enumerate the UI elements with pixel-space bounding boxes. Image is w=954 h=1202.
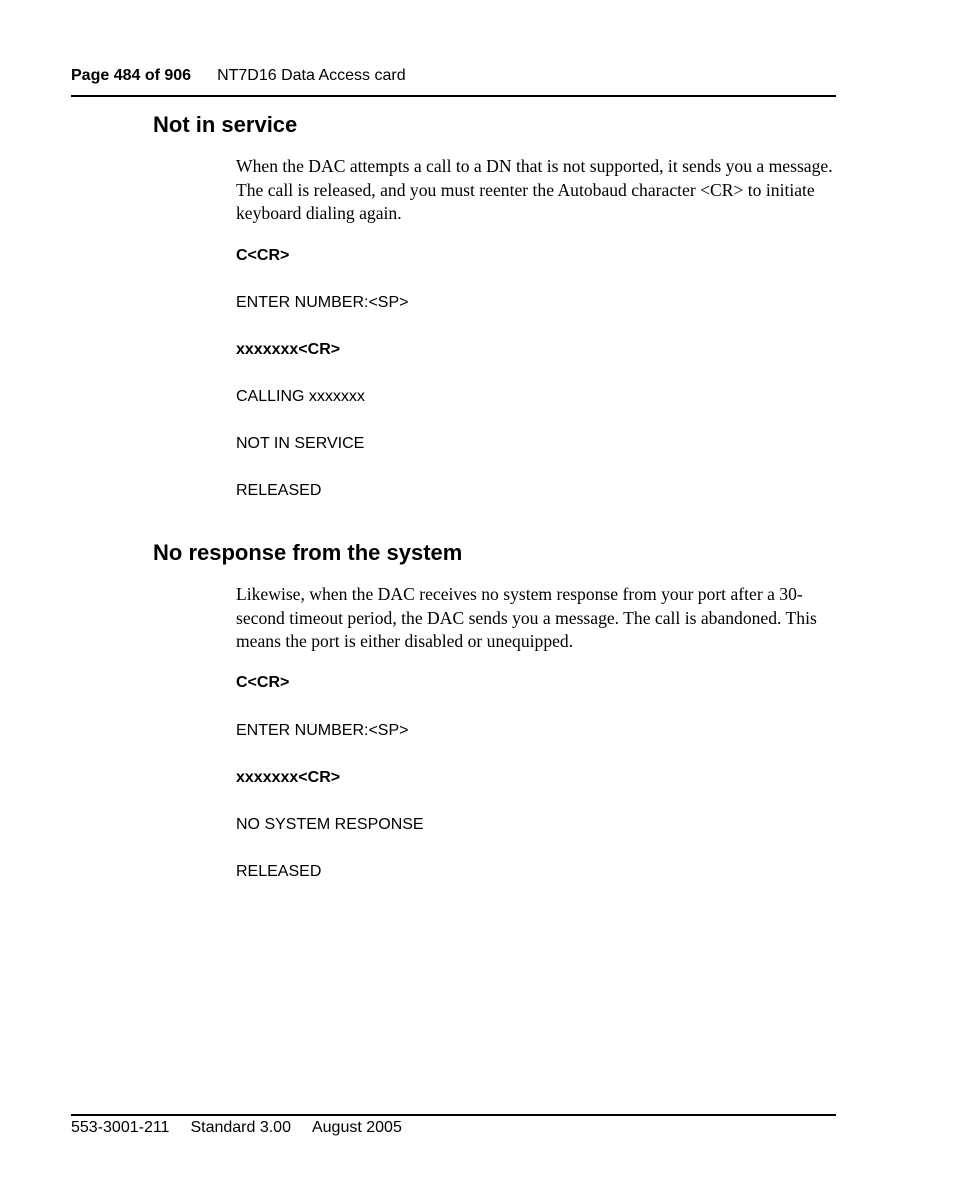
command-output-line: ENTER NUMBER:<SP> xyxy=(236,294,409,311)
section-paragraph: Likewise, when the DAC receives no system response from your port after a 30-second timeout period, the DAC sends you a message. The call is abandoned. This means the port is either disabled or unequipped. xyxy=(236,584,817,651)
command-output-line: RELEASED xyxy=(236,482,322,499)
command-output-line: ENTER NUMBER:<SP> xyxy=(236,722,409,739)
command-output-line: NO SYSTEM RESPONSE xyxy=(236,816,424,833)
footer-divider xyxy=(71,1114,836,1116)
document-title: NT7D16 Data Access card xyxy=(217,67,406,84)
command-output-line: NOT IN SERVICE xyxy=(236,435,365,452)
command-output-line: RELEASED xyxy=(236,863,322,880)
section-heading-no-response: No response from the system xyxy=(153,540,463,565)
section-heading-not-in-service: Not in service xyxy=(153,112,298,137)
standard-version: Standard 3.00 xyxy=(190,1119,291,1136)
command-output-line: CALLING xxxxxxx xyxy=(236,388,365,405)
section-paragraph: When the DAC attempts a call to a DN that is not supported, it sends you a message. The call is released, and you must reenter the Autobaud character <CR> to initiate keyboard dialing again. xyxy=(236,156,833,223)
page-header xyxy=(71,66,406,86)
page-number-label: Page 484 of 906 xyxy=(71,67,192,84)
command-input-line: xxxxxxx<CR> xyxy=(236,341,341,358)
command-input-line: C<CR> xyxy=(236,674,290,691)
command-input-line: xxxxxxx<CR> xyxy=(236,769,341,786)
header-divider xyxy=(71,95,836,97)
page-footer xyxy=(71,1118,402,1138)
publication-date: August 2005 xyxy=(311,1119,402,1136)
document-number: 553-3001-211 xyxy=(71,1119,170,1136)
command-input-line: C<CR> xyxy=(236,247,290,264)
